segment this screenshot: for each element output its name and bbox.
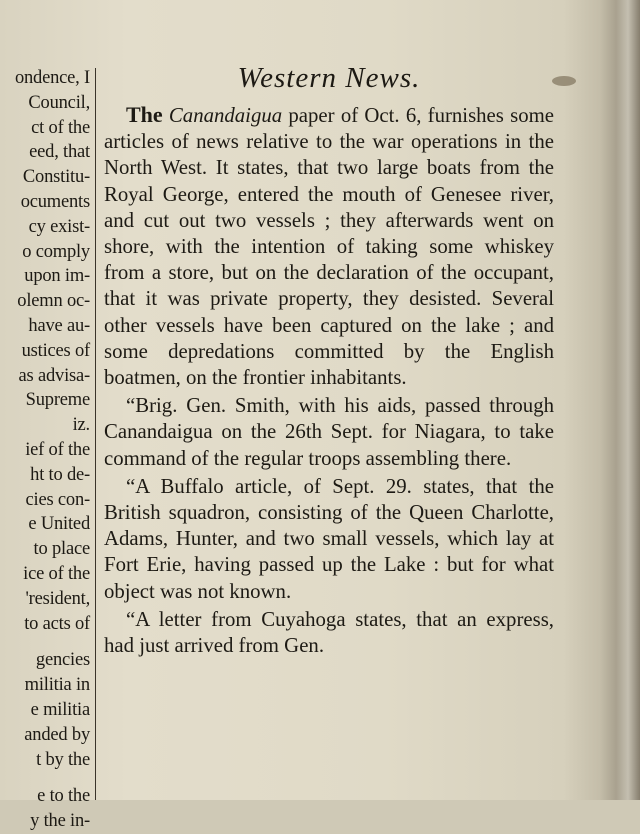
left-column-line xyxy=(0,636,90,648)
left-column-line: olemn oc- xyxy=(17,291,90,312)
left-column-line: militia in xyxy=(24,675,90,696)
left-column-line: 'resident, xyxy=(25,588,90,609)
left-column-line: Council, xyxy=(28,92,90,113)
paragraph-1-text: paper of Oct. 6, furnishes some articles of news relative to the war operations in the North West. It states, that two large boats from the Royal George, entered the mouth of Genesee river, and cut out two vessels ; they afterwards went on shore, with the intention of taking some whiskey from a store, but on the declaration of the occupant, that it was private property, they desisted. Several other vessels have been captured on the lake ; and some depredations committed by the English boatmen, on the frontier inhabitants. xyxy=(104,104,555,390)
article-headline: Western News. xyxy=(237,62,421,94)
left-column-line: eed, that xyxy=(29,142,90,163)
left-column-line: e United xyxy=(28,514,90,535)
page-fold-shadow xyxy=(600,0,640,800)
column-rule xyxy=(95,68,96,800)
left-column-line: cy exist- xyxy=(28,216,90,237)
article-column xyxy=(104,60,554,800)
paper-name: Canandaigua xyxy=(168,104,283,127)
left-column-line: t by the xyxy=(36,749,90,770)
left-column-line: to place xyxy=(33,539,90,560)
left-column-line: ustices of xyxy=(21,340,90,361)
paper-blemish xyxy=(552,76,576,86)
left-column-line: e militia xyxy=(30,699,90,720)
article-paragraph-2: “Brig. Gen. Smith, with his aids, passed through Canandaigua on the 26th Sept. for Niagara, to take command of the regular troops assembling there. xyxy=(104,394,554,470)
left-column-line: ocuments xyxy=(20,191,90,212)
article-paragraph-4: “A letter from Cuyahoga states, that an express, had just arrived from Gen. xyxy=(104,607,554,658)
left-column-line: cies con- xyxy=(25,489,90,510)
left-column-line xyxy=(0,772,90,784)
left-column-line: Supreme xyxy=(25,390,90,411)
left-column-line: ht to de- xyxy=(30,464,90,485)
left-column-line: y the in- xyxy=(30,811,90,832)
left-column-line: have au- xyxy=(28,315,90,336)
left-column-line: anded by xyxy=(24,724,90,745)
left-column-line: e to the xyxy=(37,786,90,807)
left-column-line: ondence, I xyxy=(14,68,90,88)
left-column-line: ct of the xyxy=(31,117,90,138)
left-column-line: upon im- xyxy=(24,266,90,287)
left-column-line: to acts of xyxy=(24,613,90,634)
left-column-line: ice of the xyxy=(23,563,90,584)
left-column-fragment xyxy=(0,66,90,832)
left-column-line: Constitu- xyxy=(22,167,90,188)
left-column-line: iz. xyxy=(72,415,90,436)
left-column-line: o comply xyxy=(22,241,90,262)
article-paragraph-1 xyxy=(104,102,554,391)
article-paragraph-3: “A Buffalo article, of Sept. 29. states, that the British squadron, consisting of the Queen Charlotte, Adams, Hunter, and two small vessels, which lay at Fort Erie, having passed up the Lake : but for what object was not known. xyxy=(104,474,554,603)
left-column-line: gencies xyxy=(35,650,90,671)
left-column-line: as advisa- xyxy=(18,365,90,386)
lead-word: The xyxy=(126,102,163,127)
left-column-line: ief of the xyxy=(25,439,90,460)
